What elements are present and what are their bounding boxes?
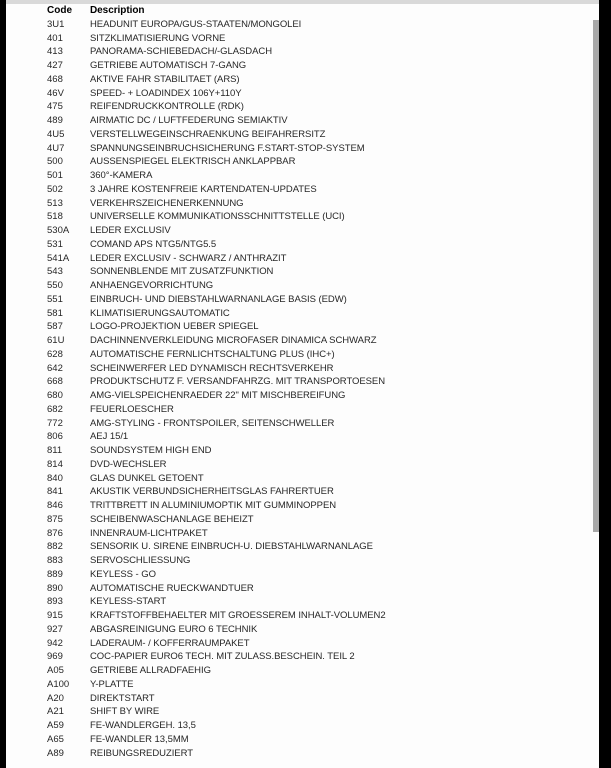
table-row: [47, 568, 593, 582]
description-cell: LEDER EXCLUSIV - SCHWARZ / ANTHRAZIT: [90, 252, 287, 264]
table-row: [47, 142, 593, 156]
table-row: [47, 334, 593, 348]
table-row: [47, 692, 593, 706]
code-cell: 427: [47, 60, 63, 71]
description-cell: KEYLESS-START: [90, 596, 167, 608]
table-row: [47, 362, 593, 376]
table-row: [47, 747, 593, 761]
code-cell: A05: [47, 665, 64, 676]
table-row: [47, 513, 593, 527]
table-row: [47, 87, 593, 101]
table-row: [47, 183, 593, 197]
code-cell: 530A: [47, 225, 70, 236]
description-cell: AKTIVE FAHR STABILITAET (ARS): [90, 73, 240, 85]
description-cell: FE-WANDLER 13,5MM: [90, 733, 189, 745]
code-cell: 413: [47, 46, 63, 58]
description-cell: AUSSENSPIEGEL ELEKTRISCH ANKLAPPBAR: [90, 156, 296, 168]
table-row: [47, 499, 593, 513]
scrollbar-thumb[interactable]: [593, 20, 599, 532]
description-cell: COC-PAPIER EURO6 TECH. MIT ZULASS.BESCHEIN. TEIL 2: [90, 651, 355, 663]
description-cell: KEYLESS - GO: [90, 568, 156, 580]
description-cell: KRAFTSTOFFBEHAELTER MIT GROESSEREM INHALT-VOLUMEN2: [90, 610, 386, 621]
description-cell: PRODUKTSCHUTZ F. VERSANDFAHRZG. MIT TRANSPORTOESEN: [90, 376, 386, 388]
description-cell: SITZKLIMATISIERUNG VORNE: [90, 32, 226, 44]
code-cell: A21: [47, 706, 64, 718]
code-cell: 883: [47, 555, 63, 566]
table-row: [47, 403, 593, 417]
table-row: [47, 417, 593, 431]
table-row: [47, 73, 593, 87]
description-cell: INNENRAUM-LICHTPAKET: [90, 527, 208, 539]
code-cell: 668: [47, 376, 63, 388]
code-cell: A65: [47, 733, 64, 745]
table-row: [47, 637, 593, 651]
code-cell: 543: [47, 266, 63, 278]
table-row: [47, 169, 593, 183]
description-cell: AKUSTIK VERBUNDSICHERHEITSGLAS FAHRERTUER: [90, 486, 334, 498]
table-row: [47, 609, 593, 623]
description-cell: COMAND APS NTG5/NTG5.5: [90, 238, 217, 250]
code-cell: 500: [47, 156, 63, 168]
table-row: [47, 18, 593, 32]
code-cell: A89: [47, 747, 64, 759]
table-row: [47, 45, 593, 59]
description-cell: PANORAMA-SCHIEBEDACH/-GLASDACH: [90, 46, 273, 58]
code-cell: 4U5: [47, 128, 65, 140]
code-cell: 680: [47, 390, 63, 401]
table-row: [47, 210, 593, 224]
description-cell: SONNENBLENDE MIT ZUSATZFUNKTION: [90, 266, 274, 278]
code-cell: 811: [47, 445, 63, 456]
code-cell: 4U7: [47, 142, 65, 154]
code-cell: 489: [47, 115, 63, 126]
table-row: [47, 472, 593, 486]
table-row: [47, 540, 593, 554]
description-cell: DACHINNENVERKLEIDUNG MICROFASER DINAMICA SCHWARZ: [90, 335, 377, 346]
code-cell: 518: [47, 211, 63, 223]
description-cell: SPEED- + LOADINDEX 106Y+110Y: [90, 87, 242, 99]
description-cell: SERVOSCHLIESSUNG: [90, 555, 191, 566]
table-row: [47, 458, 593, 472]
code-cell: 942: [47, 637, 63, 649]
equipment-codes-table: [0, 4, 593, 760]
description-cell: AEJ 15/1: [90, 431, 129, 443]
table-row: [47, 238, 593, 252]
code-cell: 551: [47, 293, 63, 305]
table-row: [47, 623, 593, 637]
code-cell: A59: [47, 720, 64, 731]
table-row: [47, 554, 593, 568]
description-cell: REIBUNGSREDUZIERT: [90, 747, 193, 759]
code-cell: 969: [47, 651, 63, 663]
table-header-row: [47, 4, 593, 18]
description-cell: LOGO-PROJEKTION UEBER SPIEGEL: [90, 321, 259, 333]
table-row: [47, 595, 593, 609]
table-row: [47, 279, 593, 293]
table-row: [47, 664, 593, 678]
description-cell: SCHEIBENWASCHANLAGE BEHEIZT: [90, 513, 254, 525]
table-row: [47, 224, 593, 238]
description-cell: LADERAUM- / KOFFERRAUMPAKET: [90, 637, 250, 649]
table-row: [47, 582, 593, 596]
table-row: [47, 293, 593, 307]
code-cell: 893: [47, 596, 63, 608]
table-row: [47, 678, 593, 692]
code-cell: 876: [47, 527, 63, 539]
table-row: [47, 307, 593, 321]
description-cell: TRITTBRETT IN ALUMINIUMOPTIK MIT GUMMINOPPEN: [90, 500, 337, 511]
code-cell: 3U1: [47, 18, 65, 30]
table-row: [47, 650, 593, 664]
description-cell: UNIVERSELLE KOMMUNIKATIONSSCHNITTSTELLE (UCI): [90, 211, 345, 223]
table-row: [47, 252, 593, 266]
table-row: [47, 320, 593, 334]
code-cell: 927: [47, 623, 63, 635]
table-row: [47, 705, 593, 719]
description-cell: AMG-STYLING - FRONTSPOILER, SEITENSCHWELLER: [90, 417, 335, 429]
description-cell: AIRMATIC DC / LUFTFEDERUNG SEMIAKTIV: [90, 115, 288, 126]
code-cell: 468: [47, 73, 63, 85]
code-cell: A100: [47, 678, 70, 690]
description-cell: 3 JAHRE KOSTENFREIE KARTENDATEN-UPDATES: [90, 183, 317, 195]
code-cell: 46V: [47, 87, 64, 99]
table-row: [47, 527, 593, 541]
code-cell: 513: [47, 197, 63, 209]
code-cell: 889: [47, 568, 63, 580]
description-cell: EINBRUCH- UND DIEBSTAHLWARNANLAGE BASIS (EDW): [90, 293, 347, 305]
code-cell: 475: [47, 101, 63, 113]
code-cell: 550: [47, 280, 63, 291]
description-cell: GLAS DUNKEL GETOENT: [90, 472, 204, 484]
right-edge-bar: [599, 0, 611, 768]
code-cell: 401: [47, 32, 63, 44]
description-cell: KLIMATISIERUNGSAUTOMATIC: [90, 307, 230, 319]
table-row: [47, 444, 593, 458]
table-body: [47, 18, 593, 761]
table-row: [47, 719, 593, 733]
code-cell: 772: [47, 417, 63, 429]
description-cell: VERKEHRSZEICHENERKENNUNG: [90, 197, 244, 209]
description-cell: SENSORIK U. SIRENE EINBRUCH-U. DIEBSTAHLWARNANLAGE: [90, 541, 373, 553]
table-row: [47, 375, 593, 389]
table-row: [47, 265, 593, 279]
table-row: [47, 348, 593, 362]
description-cell: REIFENDRUCKKONTROLLE (RDK): [90, 101, 244, 113]
description-cell: SOUNDSYSTEM HIGH END: [90, 445, 212, 456]
description-cell: HEADUNIT EUROPA/GUS-STAATEN/MONGOLEI: [90, 18, 302, 30]
description-cell: DVD-WECHSLER: [90, 458, 167, 470]
table-row: [47, 430, 593, 444]
description-cell: SHIFT BY WIRE: [90, 706, 160, 718]
table-row: [47, 32, 593, 46]
code-cell: 814: [47, 458, 63, 470]
code-cell: 846: [47, 500, 63, 511]
code-cell: 581: [47, 307, 63, 319]
code-cell: 882: [47, 541, 63, 553]
description-cell: ABGASREINIGUNG EURO 6 TECHNIK: [90, 623, 258, 635]
code-cell: 502: [47, 183, 63, 195]
code-cell: 628: [47, 348, 63, 360]
code-cell: 841: [47, 486, 63, 498]
description-column-header: Description: [90, 5, 145, 16]
description-cell: LEDER EXCLUSIV: [90, 225, 171, 236]
code-cell: 840: [47, 472, 63, 484]
code-cell: 61U: [47, 335, 65, 346]
description-cell: SPANNUNGSEINBRUCHSICHERUNG F.START-STOP-SYSTEM: [90, 142, 365, 154]
code-cell: 915: [47, 610, 63, 621]
code-cell: 642: [47, 362, 63, 374]
description-cell: DIREKTSTART: [90, 692, 155, 704]
code-cell: 875: [47, 513, 63, 525]
table-row: [47, 485, 593, 499]
code-column-header: Code: [47, 5, 72, 16]
table-row: [47, 155, 593, 169]
description-cell: AUTOMATISCHE FERNLICHTSCHALTUNG PLUS (IHC+): [90, 348, 335, 360]
table-row: [47, 100, 593, 114]
description-cell: VERSTELLWEGEINSCHRAENKUNG BEIFAHRERSITZ: [90, 128, 326, 140]
table-row: [47, 59, 593, 73]
description-cell: FEUERLOESCHER: [90, 403, 174, 415]
description-cell: ANHAENGEVORRICHTUNG: [90, 280, 214, 291]
description-cell: FE-WANDLERGEH. 13,5: [90, 720, 196, 731]
table-row: [47, 389, 593, 403]
code-cell: 501: [47, 170, 63, 181]
table-row: [47, 197, 593, 211]
description-cell: GETRIEBE AUTOMATISCH 7-GANG: [90, 60, 247, 71]
code-cell: 890: [47, 582, 63, 594]
code-cell: 682: [47, 403, 63, 415]
description-cell: SCHEINWERFER LED DYNAMISCH RECHTSVERKEHR: [90, 362, 334, 374]
description-cell: 360°-KAMERA: [90, 170, 153, 181]
table-row: [47, 733, 593, 747]
code-cell: 541A: [47, 252, 70, 264]
code-cell: A20: [47, 692, 64, 704]
description-cell: Y-PLATTE: [90, 678, 134, 690]
code-cell: 587: [47, 321, 63, 333]
table-row: [47, 128, 593, 142]
description-cell: GETRIEBE ALLRADFAEHIG: [90, 665, 211, 676]
table-row: [47, 114, 593, 128]
code-cell: 806: [47, 431, 63, 443]
description-cell: AUTOMATISCHE RUECKWANDTUER: [90, 582, 254, 594]
code-cell: 531: [47, 238, 63, 250]
description-cell: AMG-VIELSPEICHENRAEDER 22" MIT MISCHBEREIFUNG: [90, 390, 346, 401]
